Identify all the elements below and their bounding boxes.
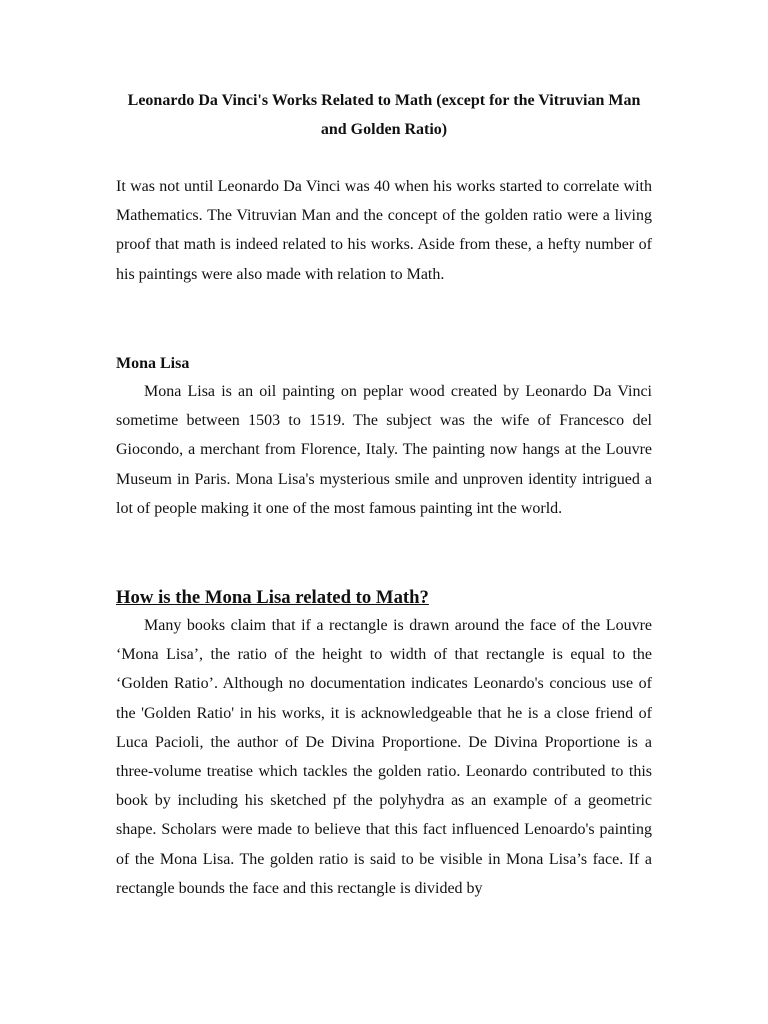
section-heading-math: How is the Mona Lisa related to Math? — [116, 587, 429, 608]
document-title: Leonardo Da Vinci's Works Related to Math (except for the Vitruvian Man and Golden Ratio) — [127, 92, 641, 138]
section-heading-mona-lisa: Mona Lisa — [116, 355, 190, 372]
mona-lisa-paragraph: Mona Lisa is an oil painting on peplar wood created by Leonardo Da Vinci sometime between 1503 to 1519. The subject was the wife of Francesco del Giocondo, a merchant from Florence, Italy. The painting now hangs at the Louvre Museum in Paris. Mona Lisa's mysterious smile and unproven identity intrigued a lot of people making it one of the most famous painting int the world. — [116, 383, 652, 517]
intro-paragraph: It was not until Leonardo Da Vinci was 40 when his works started to correlate with Mathematics. The Vitruvian Man and the concept of the golden ratio were a living proof that math is indeed related to his works. Aside from these, a hefty number of his paintings were also made with relation to Math. — [116, 178, 652, 283]
math-paragraph: Many books claim that if a rectangle is drawn around the face of the Louvre ‘Mona Lisa’, the ratio of the height to width of that rectangle is equal to the ‘Golden Ratio’. Although no documentation indicates Leonardo's concious use of the 'Golden Ratio' in his works, it is acknowledgeable that he is a close friend of Luca Pacioli, the author of De Divina Proportione. De Divina Proportione is a three-volume treatise which tackles the golden ratio. Leonardo contributed to this book by including his sketched pf the polyhydra as an example of a geometric shape. Scholars were made to believe that this fact influenced Lenoardo's painting of the Mona Lisa. The golden ratio is said to be visible in Mona Lisa’s face. If a rectangle bounds the face and this rectangle is divided by — [116, 617, 652, 897]
